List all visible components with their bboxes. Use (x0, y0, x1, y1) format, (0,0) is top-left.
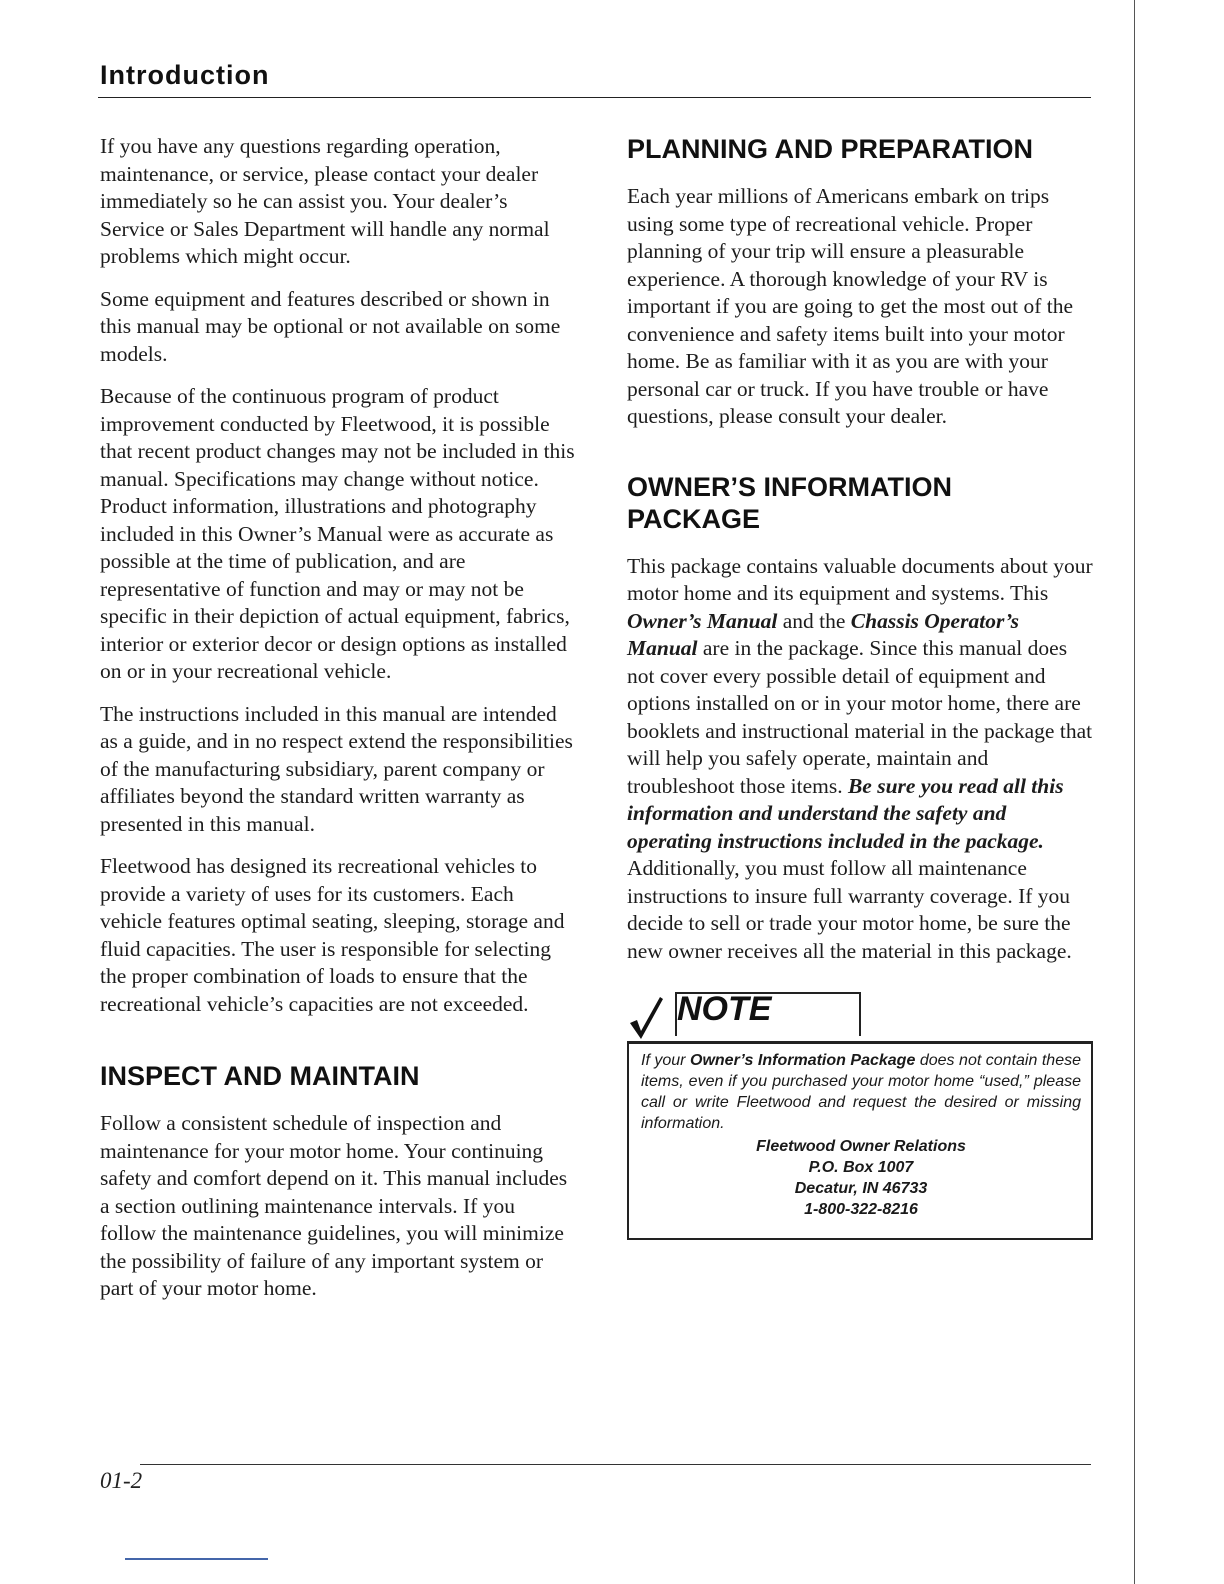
owners-info-heading (627, 471, 1093, 535)
page-title: Introduction (100, 60, 270, 90)
owners-manual-title: Owner’s Manual (627, 608, 778, 633)
bottom-mark (125, 1558, 268, 1560)
planning-paragraph: Each year millions of Americans embark on trips using some type of recreational vehicle. Proper planning of your trip will ensure a pleasurable experience. A thorough knowledge of your RV is important if you are going to get the most out of the convenience and safety items built into your motor home. Be as familiar with it as you are with your personal car or truck. If you have trouble or have questions, please consult your dealer. (627, 184, 1074, 428)
header-rule (98, 97, 1091, 98)
checkmark-icon (627, 993, 667, 1041)
right-column (627, 133, 1093, 1240)
left-column (100, 133, 575, 1318)
address-company: Fleetwood Owner Relations (756, 1138, 966, 1155)
address-po-box: P.O. Box 1007 (808, 1159, 914, 1176)
note-text-part: If your (641, 1052, 690, 1069)
note-text (641, 1050, 1081, 1134)
note-address (641, 1136, 1081, 1220)
owners-info-text: and the (777, 608, 851, 633)
intro-paragraph-improvement: Because of the continuous program of product improvement conducted by Fleetwood, it is possible that recent product changes may not be included in this manual. Specifications may change without notice. Product information, illustrations and photography included in this Owner’s Manual were as accurate as possible at the time of publication, and are representative of function and may or may not be specific in their depiction of actual equipment, fabrics, interior or exterior decor or design options as installed on or in your recreational vehicle. (100, 384, 575, 683)
planning-heading: PLANNING AND PREPARATION (627, 134, 1034, 164)
note-label: NOTE (677, 990, 772, 1028)
note-package-name: Owner’s Information Package (690, 1052, 916, 1069)
intro-paragraph-capacities: Fleetwood has designed its recreational vehicles to provide a variety of uses for its customers. Each vehicle features optimal seating, sleeping, storage and fluid capacities. The user is responsible for selecting the proper combination of loads to ensure that the recreational vehicle’s capacities are not exceeded. (100, 854, 565, 1016)
footer-rule (140, 1464, 1091, 1465)
owners-info-text: are in the package. Since this manual does not cover every possible detail of equipment and options installed on or in your motor home, there are booklets and instructional material in the package that will help you safely operate, maintain and troubleshoot those items. (627, 636, 1093, 798)
intro-paragraph-equipment: Some equipment and features described or shown in this manual may be optional or not available on some models. (100, 286, 561, 366)
note-header (627, 989, 1093, 1041)
address-phone: 1-800-322-8216 (804, 1201, 918, 1218)
owners-info-paragraph (627, 553, 1093, 966)
chassis-manual-title: Chassis Operator’s Manual (627, 608, 1020, 660)
intro-paragraph-contact: If you have any questions regarding operation, maintenance, or service, please contact your dealer immediately so he can assist you. Your dealer’s Service or Sales Department will handle any normal problems which might occur. (100, 134, 550, 268)
owners-info-heading-line2: PACKAGE (627, 503, 761, 534)
intro-paragraph-instructions: The instructions included in this manual are intended as a guide, and in no respect extend the responsibilities of the manufacturing subsidiary, parent company or affiliates beyond the standard written warranty as presented in this manual. (100, 701, 573, 836)
owners-info-text: This package contains valuable documents about your motor home and its equipment and systems. This (627, 553, 1093, 605)
note-text-part: does not contain these items, even if you purchased your motor home “used,” please call or write Fleetwood and request the desired or missing information. (641, 1052, 1081, 1132)
note-box (627, 1041, 1093, 1240)
owners-info-heading-line1: OWNER’S INFORMATION (627, 471, 952, 502)
owners-info-emphasis: Be sure you read all this information and understand the safety and operating instructions included in the package. (627, 773, 1064, 853)
scan-edge-line (1134, 0, 1135, 1584)
owners-info-text: Additionally, you must follow all maintenance instructions to insure full warranty coverage. If you decide to sell or trade your motor home, be sure the new owner receives all the material in this package. (627, 856, 1072, 963)
inspect-paragraph: Follow a consistent schedule of inspection and maintenance for your motor home. Your continuing safety and comfort depend on it. This manual includes a section outlining maintenance intervals. If you follow the maintenance guidelines, you will minimize the possibility of failure of any important system or part of your motor home. (100, 1111, 568, 1300)
inspect-heading: INSPECT AND MAINTAIN (100, 1061, 420, 1091)
address-city: Decatur, IN 46733 (794, 1180, 928, 1197)
page-number: 01-2 (100, 1468, 143, 1493)
